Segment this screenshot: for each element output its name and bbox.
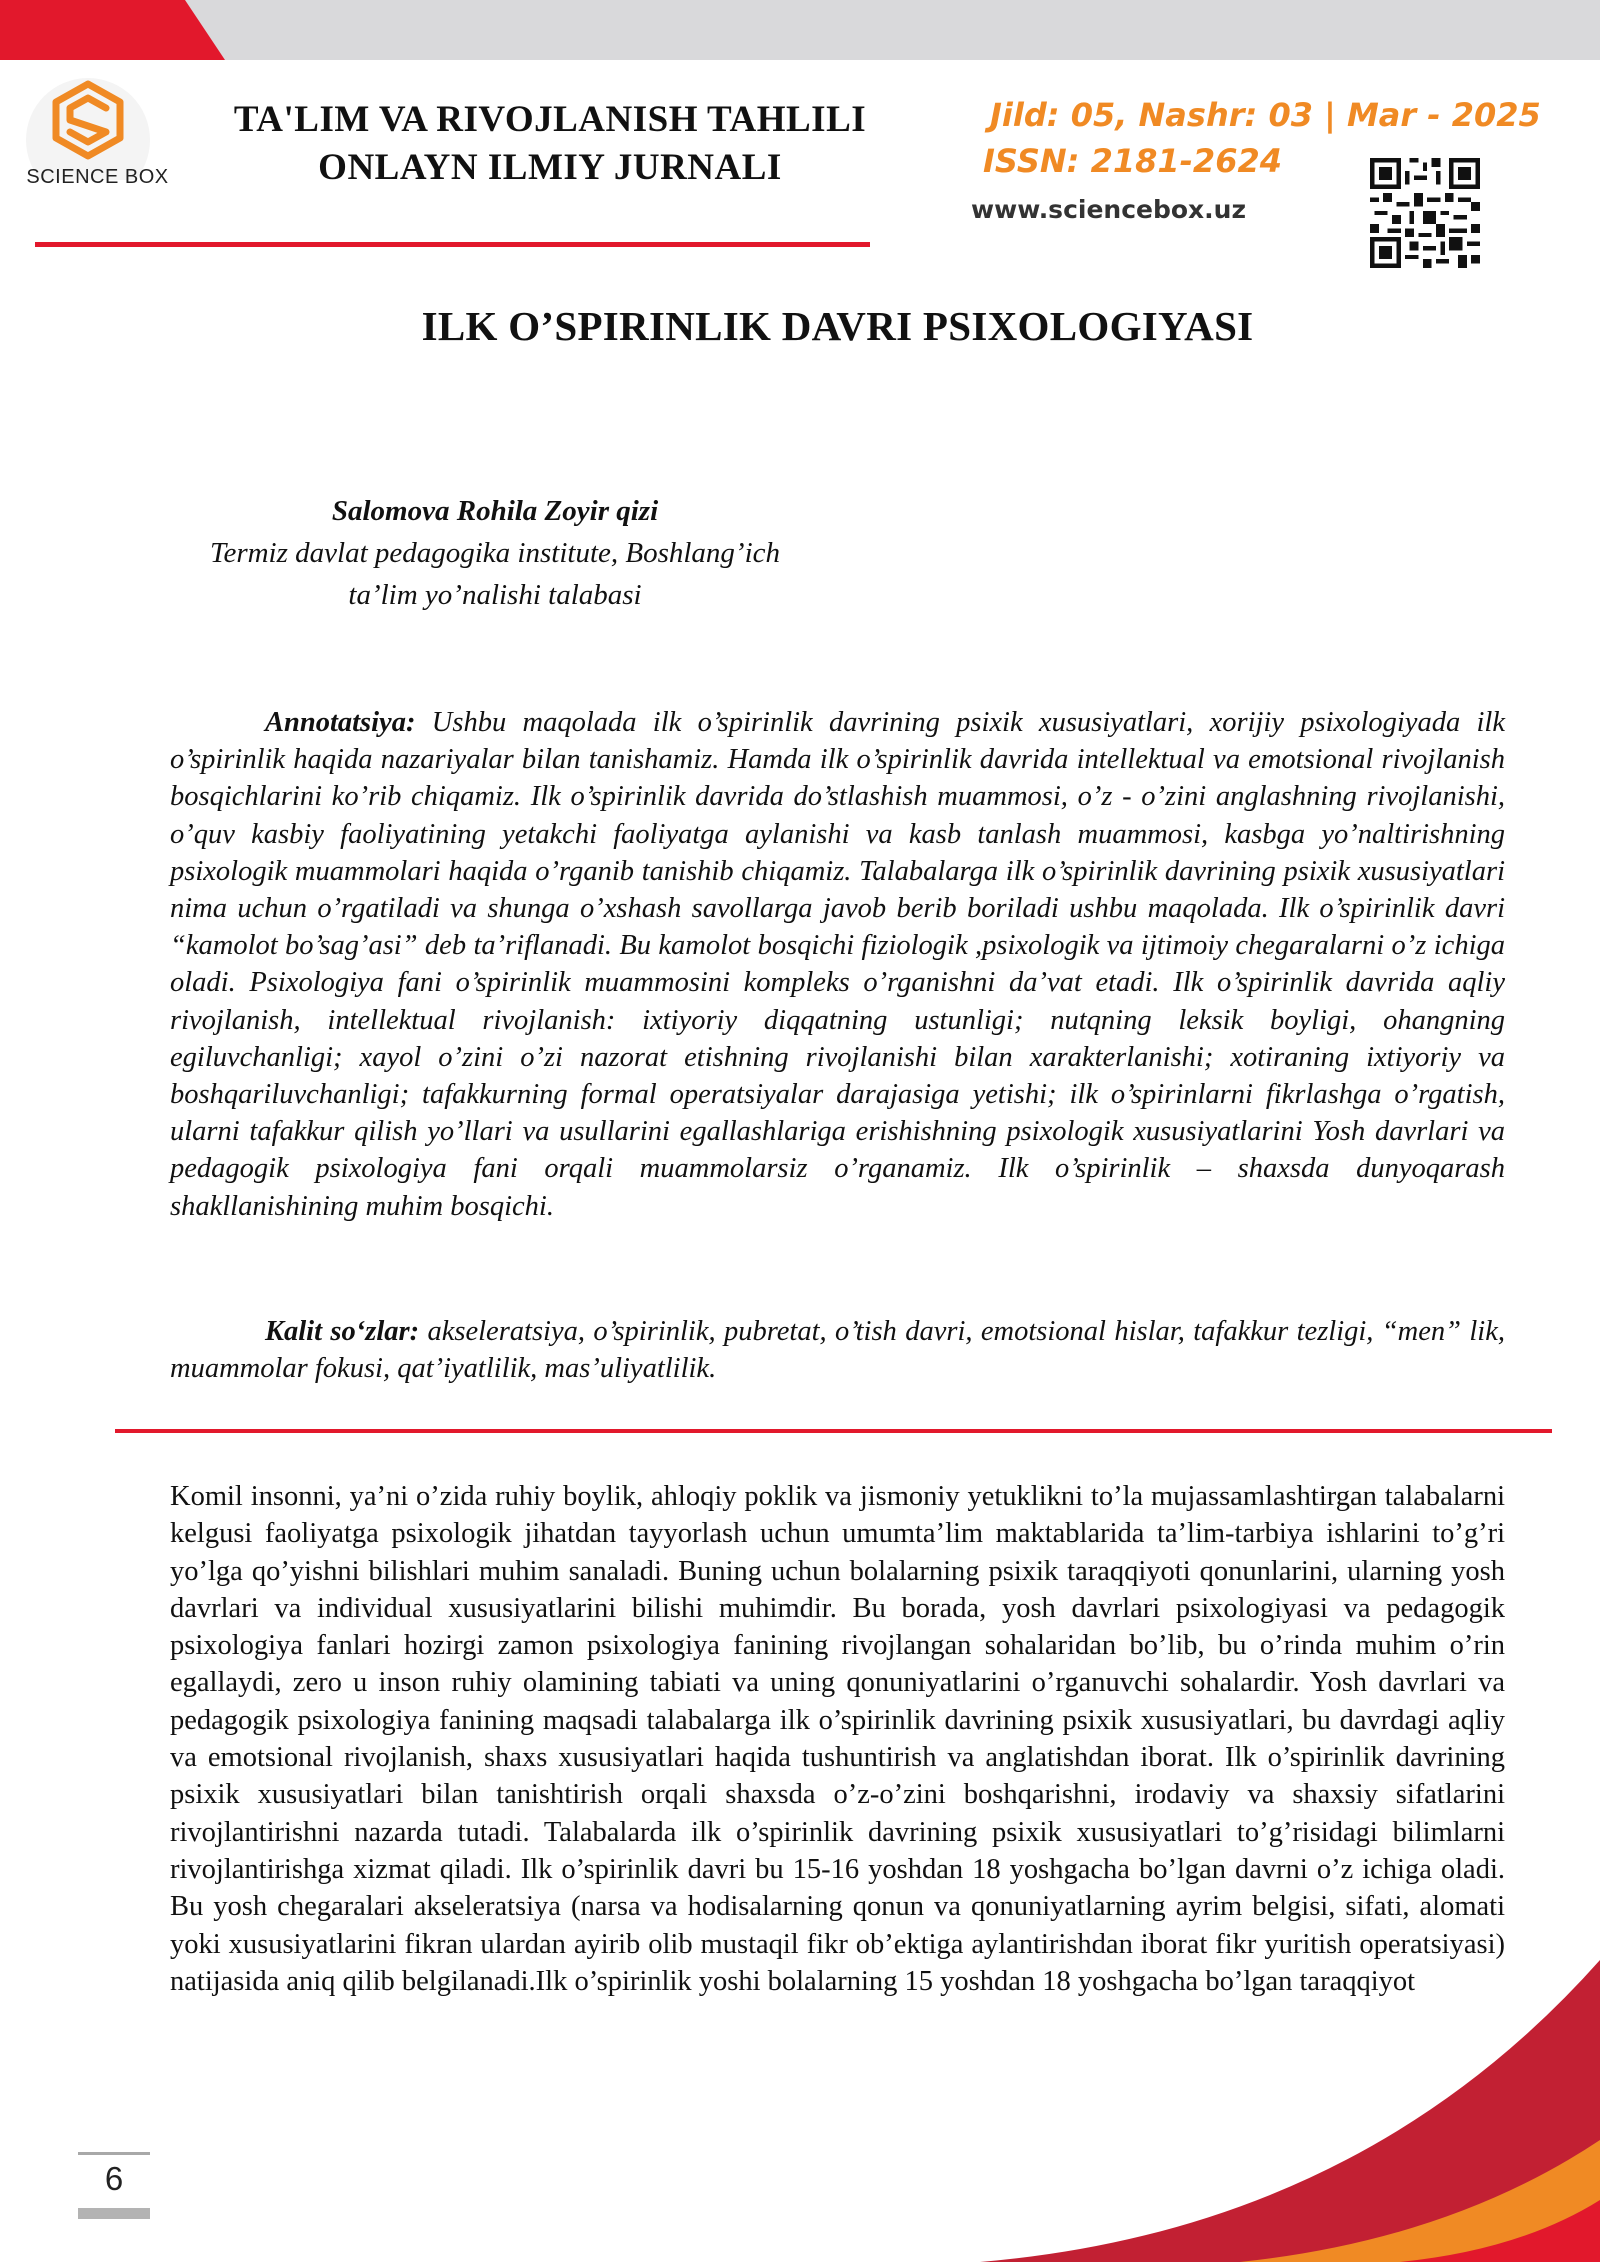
section-divider bbox=[115, 1429, 1552, 1433]
author-name: Salomova Rohila Zoyir qizi bbox=[331, 495, 659, 527]
issn: ISSN: 2181-2624 bbox=[983, 142, 1282, 180]
body-paragraph: Komil insonni, ya’ni o’zida ruhiy boylik, ahloqiy poklik va jismoniy yetuklikni to’la mujassamlashtirgan talabalarni kelgusi faoliyatga psixologik jihatdan tayyorlash uchun umumta’lim maktablarida ta’lim-tarbiya ishlarini to’g’ri yo’lga qo’yishni bilishlari muhim sanaladi. Buning uchun bolalarning psixik taraqqiyoti qonunlarini, ularning yosh davrlari va individual xususiyatlarini bilishi muhimdir. Bu borada, yosh davrlari psixologiyasi va pedagogik psixologiya fanlari hozirgi zamon psixologiya fanining rivojlangan sohalaridan bo’lib, bu o’rinda muhim o’rin egallaydi, zero u inson ruhiy olamining tabiati va uning qonuniyatlarini o’rganuvchi sohalardir. Yosh davrlari va pedagogik psixologiya fanining maqsadi talabalarga ilk o’spirinlik davrining psixik xususiyatlari, bu davrdagi aqliy va emotsional rivojlanish, shaxs xususiyatlari haqida tushuntirish va anglatishdan iborat. Ilk o’spirinlik davrining psixik xususiyatlari bilan tanishtirish orqali shaxsda o’z-o’zini boshqarishni, irodaviy va shaxsiy sifatlarini rivojlantirishni nazarda tutadi. Talabalarda ilk o’spirinlik davrining psixik xususiyatlari to’g’risidagi bilimlarni rivojlantirishga xizmat qiladi. Ilk o’spirinlik davri bu 15-16 yoshdan 18 yoshgacha bo’lgan davrni o’z ichiga oladi. Bu yosh chegaralari akseleratsiya (narsa va hodisalarning qonun va qonuniyatlarning ayrim belgisi, sifati, alomati yoki xususiyatlarini fikran ulardan ayirib olib mustaqil fikr ob’ektiga aylantirishdan iborat fikr yuritish operatsiyasi) natijasida aniq qilib belgilanadi.Ilk o’spirinlik yoshi bolalarning 15 yoshdan 18 yoshgacha bo’lgan taraqqiyot bbox=[170, 1481, 1505, 1997]
science-box-logo-icon bbox=[10, 70, 170, 180]
journal-title bbox=[190, 96, 910, 192]
qr-code-icon bbox=[1370, 158, 1480, 268]
top-decor-bar bbox=[0, 0, 1600, 60]
logo-caption: SCIENCE BOX bbox=[26, 166, 169, 188]
header-divider bbox=[35, 242, 870, 247]
author-affiliation-line1: Termiz davlat pedagogika institute, Boshlang’ich bbox=[209, 537, 781, 569]
abstract bbox=[170, 704, 1505, 1225]
abstract-label: Annotatsiya: bbox=[265, 707, 416, 738]
abstract-text: Ushbu maqolada ilk o’spirinlik davrining psixik xususiyatlari, xorijiy psixologiyada ilk o’spirinlik haqida nazariyalar bilan tanishamiz. Hamda ilk o’spirinlik davrida intellektual va emotsional rivojlanish bosqichlarini ko’rib chiqamiz. Ilk o’spirinlik davrida do’stlashish muammosi, o’z - o’zini anglashning rivojlanishi, o’quv kasbiy faoliyatining yetakchi faoliyatga aylanishi va kasb tanlash muammosi, kasbga yo’naltirishning psixologik muammolari haqida o’rganib tanishib chiqamiz. Talabalarga ilk o’spirinlik davrining psixik xususiyatlari nima uchun o’rgatiladi va shunga o’xshash savollarga javob berib boriladi ushbu maqolada. Ilk o’spirinlik davri “kamolot bo’sag’asi” deb ta’riflanadi. Bu kamolot bosqichi fiziologik ,psixologik va ijtimoiy chegaralarni o’z ichiga oladi. Psixologiya fani o’spirinlik muammosini kompleks o’rganishni da’vat etadi. Ilk o’spirinlik davrida aqliy rivojlanish, intellektual rivojlanish: ixtiyoriy diqqatning ustunligi; nutqning leksik boyligi, ohangning egiluvchanligi; xayol o’zini o’zi nazorat etishning rivojlanishi bilan xarakterlanishi; xotiraning ixtiyoriy va boshqariluvchanligi; tafakkurning formal operatsiyalar darajasiga yetishi; ilk o’spirinlarni fikrlashga o’rgatish, ularni tafakkur qilish yo’llari va usullarini egallashlariga erishishning psixologik xususiyatlarini Yosh davrlari va pedagogik psixologiya fani orqali muammolarsiz o’rganamiz. Ilk o’spirinlik – shaxsda dunyoqarash shakllanishining muhim bosqichi. bbox=[170, 707, 1505, 1222]
keywords bbox=[170, 1313, 1505, 1387]
website-link[interactable]: www.sciencebox.uz bbox=[971, 195, 1247, 224]
page-number-top-line bbox=[78, 2152, 150, 2155]
page-number-bottom-bar bbox=[78, 2208, 150, 2219]
author-block bbox=[150, 490, 840, 616]
journal-title-line2: ONLAYN ILMIY JURNALI bbox=[318, 147, 782, 188]
journal-logo bbox=[10, 70, 170, 220]
page-number: 6 bbox=[104, 2160, 124, 2197]
journal-title-line1: TA'LIM VA RIVOJLANISH TAHLILI bbox=[233, 99, 867, 140]
paper-title: ILK O’SPIRINLIK DAVRI PSIXOLOGIYASI bbox=[421, 303, 1254, 349]
corner-decoration bbox=[980, 1900, 1600, 2262]
issue-info: Jild: 05, Nashr: 03 | Mar - 2025 bbox=[990, 96, 1541, 134]
keywords-text: akseleratsiya, o’spirinlik, pubretat, o’tish davri, emotsional hislar, tafakkur tezligi, “men” lik, muammolar fokusi, qat’iyatlilik, mas’uliyatlilik. bbox=[170, 1316, 1506, 1385]
keywords-label: Kalit so‘zlar: bbox=[265, 1316, 420, 1347]
author-affiliation-line2: ta’lim yo’nalishi talabasi bbox=[348, 579, 642, 611]
